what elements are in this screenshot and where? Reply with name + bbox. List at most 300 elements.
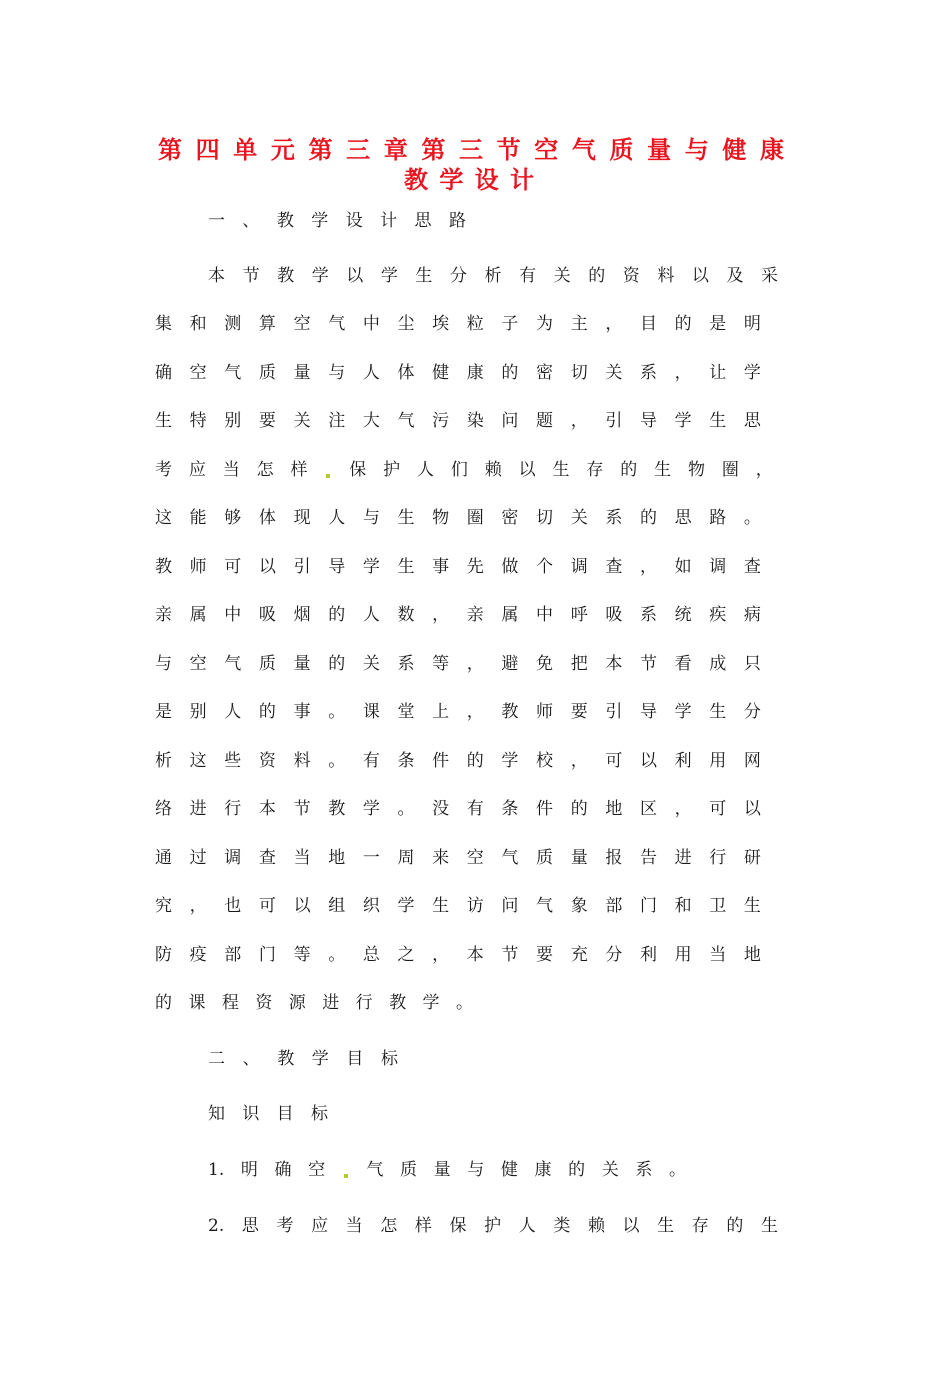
text-char: 导 [328,557,346,577]
text-char: 件 [536,799,554,819]
text-char: 条 [501,799,519,819]
text-char: 以 [518,460,536,480]
text-char: 污 [432,411,450,431]
text-char: 以 [743,799,761,819]
text-char: 周 [397,848,415,868]
text-char: 质 [536,848,554,868]
text-char: 气 [224,654,242,674]
text-char: 护 [484,1216,502,1236]
text-char: 人 [362,363,380,383]
text-char: 生 [657,1216,675,1236]
text-char: 亲 [155,605,172,625]
text-char: 的 [570,799,588,819]
text-char: 这 [155,508,172,528]
text-char: 络 [155,799,172,819]
text-char: 特 [189,411,207,431]
text-char: 中 [362,314,380,334]
knowledge-objectives-heading [208,1102,328,1126]
text-char: 样 [290,460,308,480]
text-char: 关 [570,508,588,528]
text-char: 设 [345,211,363,231]
text-char: 空 [189,654,207,674]
text-char: 部 [224,945,242,965]
text-char: 一 [208,211,225,231]
text-char: 引 [293,557,311,577]
text-char: 。 [328,751,346,771]
text-char: 气 [397,411,415,431]
text-char: 研 [743,848,761,868]
text-char: 系 [639,605,657,625]
text-char: 量 [433,1160,451,1180]
text-char: 第 [158,135,182,164]
text-char: 来 [432,848,450,868]
text-char: 行 [709,848,727,868]
text-char: 免 [536,654,554,674]
text-char: 没 [432,799,450,819]
text-char: 空 [466,848,484,868]
text-char: 章 [383,135,408,164]
text-char: 尘 [397,314,415,334]
text-char: 思 [414,211,432,231]
text-char: 料 [293,751,311,771]
text-char: 生 [654,460,672,480]
text-char: 的 [620,460,638,480]
text-char: 当 [293,848,311,868]
text-char: 和 [189,314,207,334]
text-char: 吸 [258,605,276,625]
text-char: ， [674,799,692,819]
paragraph-line [155,555,761,579]
text-char: 体 [258,508,276,528]
text-char: 导 [639,411,657,431]
text-char: 的 [674,314,692,334]
text-char: 把 [570,654,588,674]
text-char: 可 [709,799,727,819]
text-char: 生 [432,896,450,916]
text-char: 利 [639,945,657,965]
text-char: 单 [233,135,258,164]
text-char: 校 [536,751,554,771]
text-char: 是 [709,314,727,334]
text-char: ， [466,654,484,674]
text-char: 保 [449,1216,467,1236]
text-char: 够 [224,508,242,528]
text-char: 疾 [709,605,727,625]
text-char: 地 [605,799,623,819]
text-char: 件 [432,751,450,771]
text-char: 进 [674,848,692,868]
text-char: 系 [639,363,657,383]
text-char: 关 [553,266,571,286]
text-char: 主 [570,314,588,334]
text-char: ， [605,314,623,334]
text-char: 数 [397,605,415,625]
text-char: 。 [743,508,761,528]
text-char: 中 [536,605,554,625]
text-char: 学 [422,993,440,1013]
paragraph-line [155,991,473,1015]
text-char: 明 [240,1160,258,1180]
text-char: 思 [743,411,761,431]
text-char: 当 [345,1216,363,1236]
paragraph-line [155,700,761,724]
text-char: 气 [536,896,554,916]
paragraph-line [155,458,773,482]
text-char: 源 [288,993,306,1013]
text-char: 析 [155,751,172,771]
text-char: 确 [155,363,172,383]
text-char: 资 [258,751,276,771]
paragraph-line [208,264,778,288]
text-char: 网 [743,751,761,771]
text-char: 看 [674,654,692,674]
text-char: 四 [195,135,220,164]
text-char: 质 [399,1160,417,1180]
text-char: 师 [536,702,554,722]
text-char: 。 [328,945,346,965]
text-char: 呼 [570,605,588,625]
text-char: 。 [668,1160,686,1180]
text-char: 本 [605,654,623,674]
text-char: 节 [242,266,260,286]
text-char: 的 [328,605,346,625]
text-char: 路 [709,508,727,528]
text-char: 别 [189,702,207,722]
text-char: 地 [328,848,346,868]
text-char: 保 [349,460,367,480]
text-char: 以 [346,266,364,286]
text-char: ， [189,896,207,916]
text-char: 系 [635,1160,653,1180]
text-char: 以 [639,751,657,771]
text-char: 量 [293,654,311,674]
text-char: 学 [674,702,692,722]
text-char: 调 [570,557,588,577]
text-char: 疫 [189,945,207,965]
text-char: 教 [501,702,519,722]
text-char: 节 [639,654,657,674]
text-char: 目 [276,1104,294,1124]
text-char: 计 [380,211,398,231]
text-char: 课 [362,702,380,722]
text-char: 调 [224,848,242,868]
text-char: 算 [258,314,276,334]
text-char: 切 [570,363,588,383]
text-char: 的 [258,702,276,722]
text-char: 空 [308,1160,326,1180]
text-char: 烟 [293,605,311,625]
text-char: 康 [466,363,484,383]
text-char: 这 [189,751,207,771]
text-char: 密 [501,508,519,528]
text-char: 告 [639,848,657,868]
text-char: 部 [605,896,623,916]
text-char: 系 [397,654,415,674]
text-char: ， [466,702,484,722]
text-char: 健 [500,1160,518,1180]
text-char: 吸 [605,605,623,625]
text-char: 采 [761,266,778,286]
text-char: ， [432,945,450,965]
text-char: 明 [743,314,761,334]
text-char: 与 [684,135,709,164]
text-char: 是 [155,702,172,722]
paragraph-line [155,797,761,821]
text-char: 引 [605,411,623,431]
text-char: 属 [189,605,207,625]
text-char: 标 [310,1104,328,1124]
text-char: 思 [674,508,692,528]
section-1-heading [208,209,466,233]
text-char: 别 [224,411,242,431]
text-char: 究 [155,896,172,916]
text-char: 质 [258,654,276,674]
text-char: 赖 [484,460,502,480]
text-char: 的 [639,508,657,528]
text-char: 学 [311,211,329,231]
text-char: 节 [496,135,521,164]
text-char: 和 [674,896,692,916]
text-char: 中 [224,605,242,625]
text-char: 粒 [466,314,484,334]
text-char: 生 [709,702,727,722]
text-char: 些 [224,751,242,771]
text-char: 知 [208,1104,225,1124]
text-char: 节 [501,945,519,965]
text-char: 存 [691,1216,709,1236]
text-char: 查 [258,848,276,868]
text-char: 关 [605,363,623,383]
text-char: 的 [568,1160,586,1180]
text-char: 用 [674,945,692,965]
objective-number: 2. [208,1216,225,1236]
text-char: 系 [605,508,623,528]
text-char: 埃 [432,314,450,334]
paragraph-line [155,506,761,530]
text-char: 识 [242,1104,260,1124]
text-char: 节 [293,799,311,819]
text-char: 关 [601,1160,619,1180]
text-char: 康 [760,135,784,164]
text-char: 要 [570,702,588,722]
text-char: 当 [709,945,727,965]
text-char: 事 [432,557,450,577]
text-char: 教 [277,1049,295,1069]
paragraph-line [155,312,761,336]
text-char: 教 [277,266,295,286]
text-char: 要 [258,411,276,431]
text-char: 区 [639,799,657,819]
text-char: 物 [432,508,450,528]
text-char: 设 [474,165,499,194]
text-char: 注 [328,411,346,431]
text-char: 应 [311,1216,329,1236]
text-char: 卫 [709,896,727,916]
text-char: 人 [362,605,380,625]
text-char: 课 [188,993,206,1013]
paragraph-line [155,603,761,627]
text-char: 、 [242,211,260,231]
text-char: ， [570,411,588,431]
text-char: 学 [501,751,519,771]
text-char: 生 [743,896,761,916]
text-char: 地 [743,945,761,965]
text-char: 思 [241,1216,259,1236]
text-char: 的 [155,993,172,1013]
paragraph-line [155,943,761,967]
text-char: 也 [224,896,242,916]
document-title-line-2 [404,162,534,192]
text-char: 健 [432,363,450,383]
text-char: 总 [362,945,380,965]
text-char: 问 [501,411,519,431]
text-char: 样 [414,1216,432,1236]
text-char: 们 [450,460,468,480]
paragraph-line [155,749,761,773]
text-char: 行 [224,799,242,819]
text-char: 。 [397,799,415,819]
text-char: 当 [222,460,240,480]
text-char: 关 [362,654,380,674]
text-char: 导 [639,702,657,722]
text-char: 通 [155,848,172,868]
text-char: 报 [605,848,623,868]
text-char: 学 [743,363,761,383]
text-char: 目 [346,1049,364,1069]
text-char: 要 [536,945,554,965]
text-char: 有 [362,751,380,771]
text-char: 过 [189,848,207,868]
text-char: 考 [155,460,172,480]
text-char: 生 [155,411,172,431]
text-char: 与 [467,1160,485,1180]
text-char: 如 [674,557,692,577]
text-char: 等 [432,654,450,674]
text-char: 人 [518,1216,536,1236]
text-char: 访 [466,896,484,916]
text-char: 的 [588,266,606,286]
text-char: 康 [534,1160,552,1180]
text-char: 本 [258,799,276,819]
text-char: 析 [484,266,502,286]
text-char: 生 [552,460,570,480]
text-char: 象 [570,896,588,916]
text-char: 可 [258,896,276,916]
text-char: 病 [743,605,761,625]
text-char: 圈 [721,460,739,480]
text-char: 组 [328,896,346,916]
text-char: 学 [362,799,380,819]
document-title-line-1 [158,132,784,162]
text-char: 程 [221,993,239,1013]
text-char: 以 [622,1216,640,1236]
text-char: 亲 [466,605,484,625]
text-char: 师 [189,557,207,577]
text-char: 。 [455,993,473,1013]
text-char: 生 [415,266,433,286]
paragraph-line [155,846,761,870]
text-char: 统 [674,605,692,625]
text-char: ， [639,557,657,577]
text-char: 的 [328,654,346,674]
text-char: 的 [726,1216,744,1236]
text-char: 分 [605,945,623,965]
text-char: 做 [501,557,519,577]
text-char: 与 [155,654,172,674]
text-char: 元 [270,135,295,164]
text-char: 避 [501,654,519,674]
text-char: 子 [501,314,519,334]
text-char: ， [432,605,450,625]
paragraph-line [155,409,761,433]
text-char: 空 [534,135,559,164]
text-char: 生 [397,557,415,577]
text-char: 以 [293,896,311,916]
text-char: 物 [688,460,705,480]
text-char: 教 [404,165,428,194]
text-char: 有 [466,799,484,819]
text-char: 现 [293,508,311,528]
text-char: 计 [509,165,534,194]
text-char: 与 [362,508,380,528]
text-char: 学 [674,411,692,431]
marker-dot [326,474,330,478]
text-char: 利 [674,751,692,771]
text-char: 生 [709,411,727,431]
text-char: 生 [760,1216,778,1236]
text-char: 学 [439,165,464,194]
text-char: 怎 [256,460,274,480]
text-char: 以 [258,557,276,577]
objective-1 [208,1158,686,1182]
text-char: 门 [639,896,657,916]
text-char: 的 [501,363,519,383]
text-char: 学 [362,557,380,577]
text-char: 、 [242,1049,260,1069]
text-char: 气 [224,363,242,383]
text-char: 之 [397,945,415,965]
text-char: 关 [293,411,311,431]
text-char: 本 [466,945,484,965]
text-char: 等 [293,945,311,965]
text-char: 人 [328,508,346,528]
text-char: 事 [293,702,311,722]
text-char: ， [570,751,588,771]
text-char: 防 [155,945,172,965]
text-char: 二 [208,1049,225,1069]
text-char: 条 [397,751,415,771]
text-char: 的 [466,751,484,771]
text-char: 气 [571,135,596,164]
text-char: 。 [328,702,346,722]
text-char: 空 [189,363,207,383]
text-char: 本 [208,266,225,286]
text-char: 及 [726,266,744,286]
text-char: 只 [743,654,761,674]
text-char: 量 [570,848,588,868]
text-char: 标 [380,1049,398,1069]
text-char: 查 [743,557,761,577]
text-char: 类 [553,1216,571,1236]
text-char: 与 [328,363,346,383]
text-char: 成 [709,654,727,674]
text-char: 学 [397,896,415,916]
text-char: 属 [501,605,519,625]
text-char: 充 [570,945,588,965]
text-char: 质 [609,135,634,164]
text-char: 分 [743,702,761,722]
text-char: 为 [536,314,554,334]
